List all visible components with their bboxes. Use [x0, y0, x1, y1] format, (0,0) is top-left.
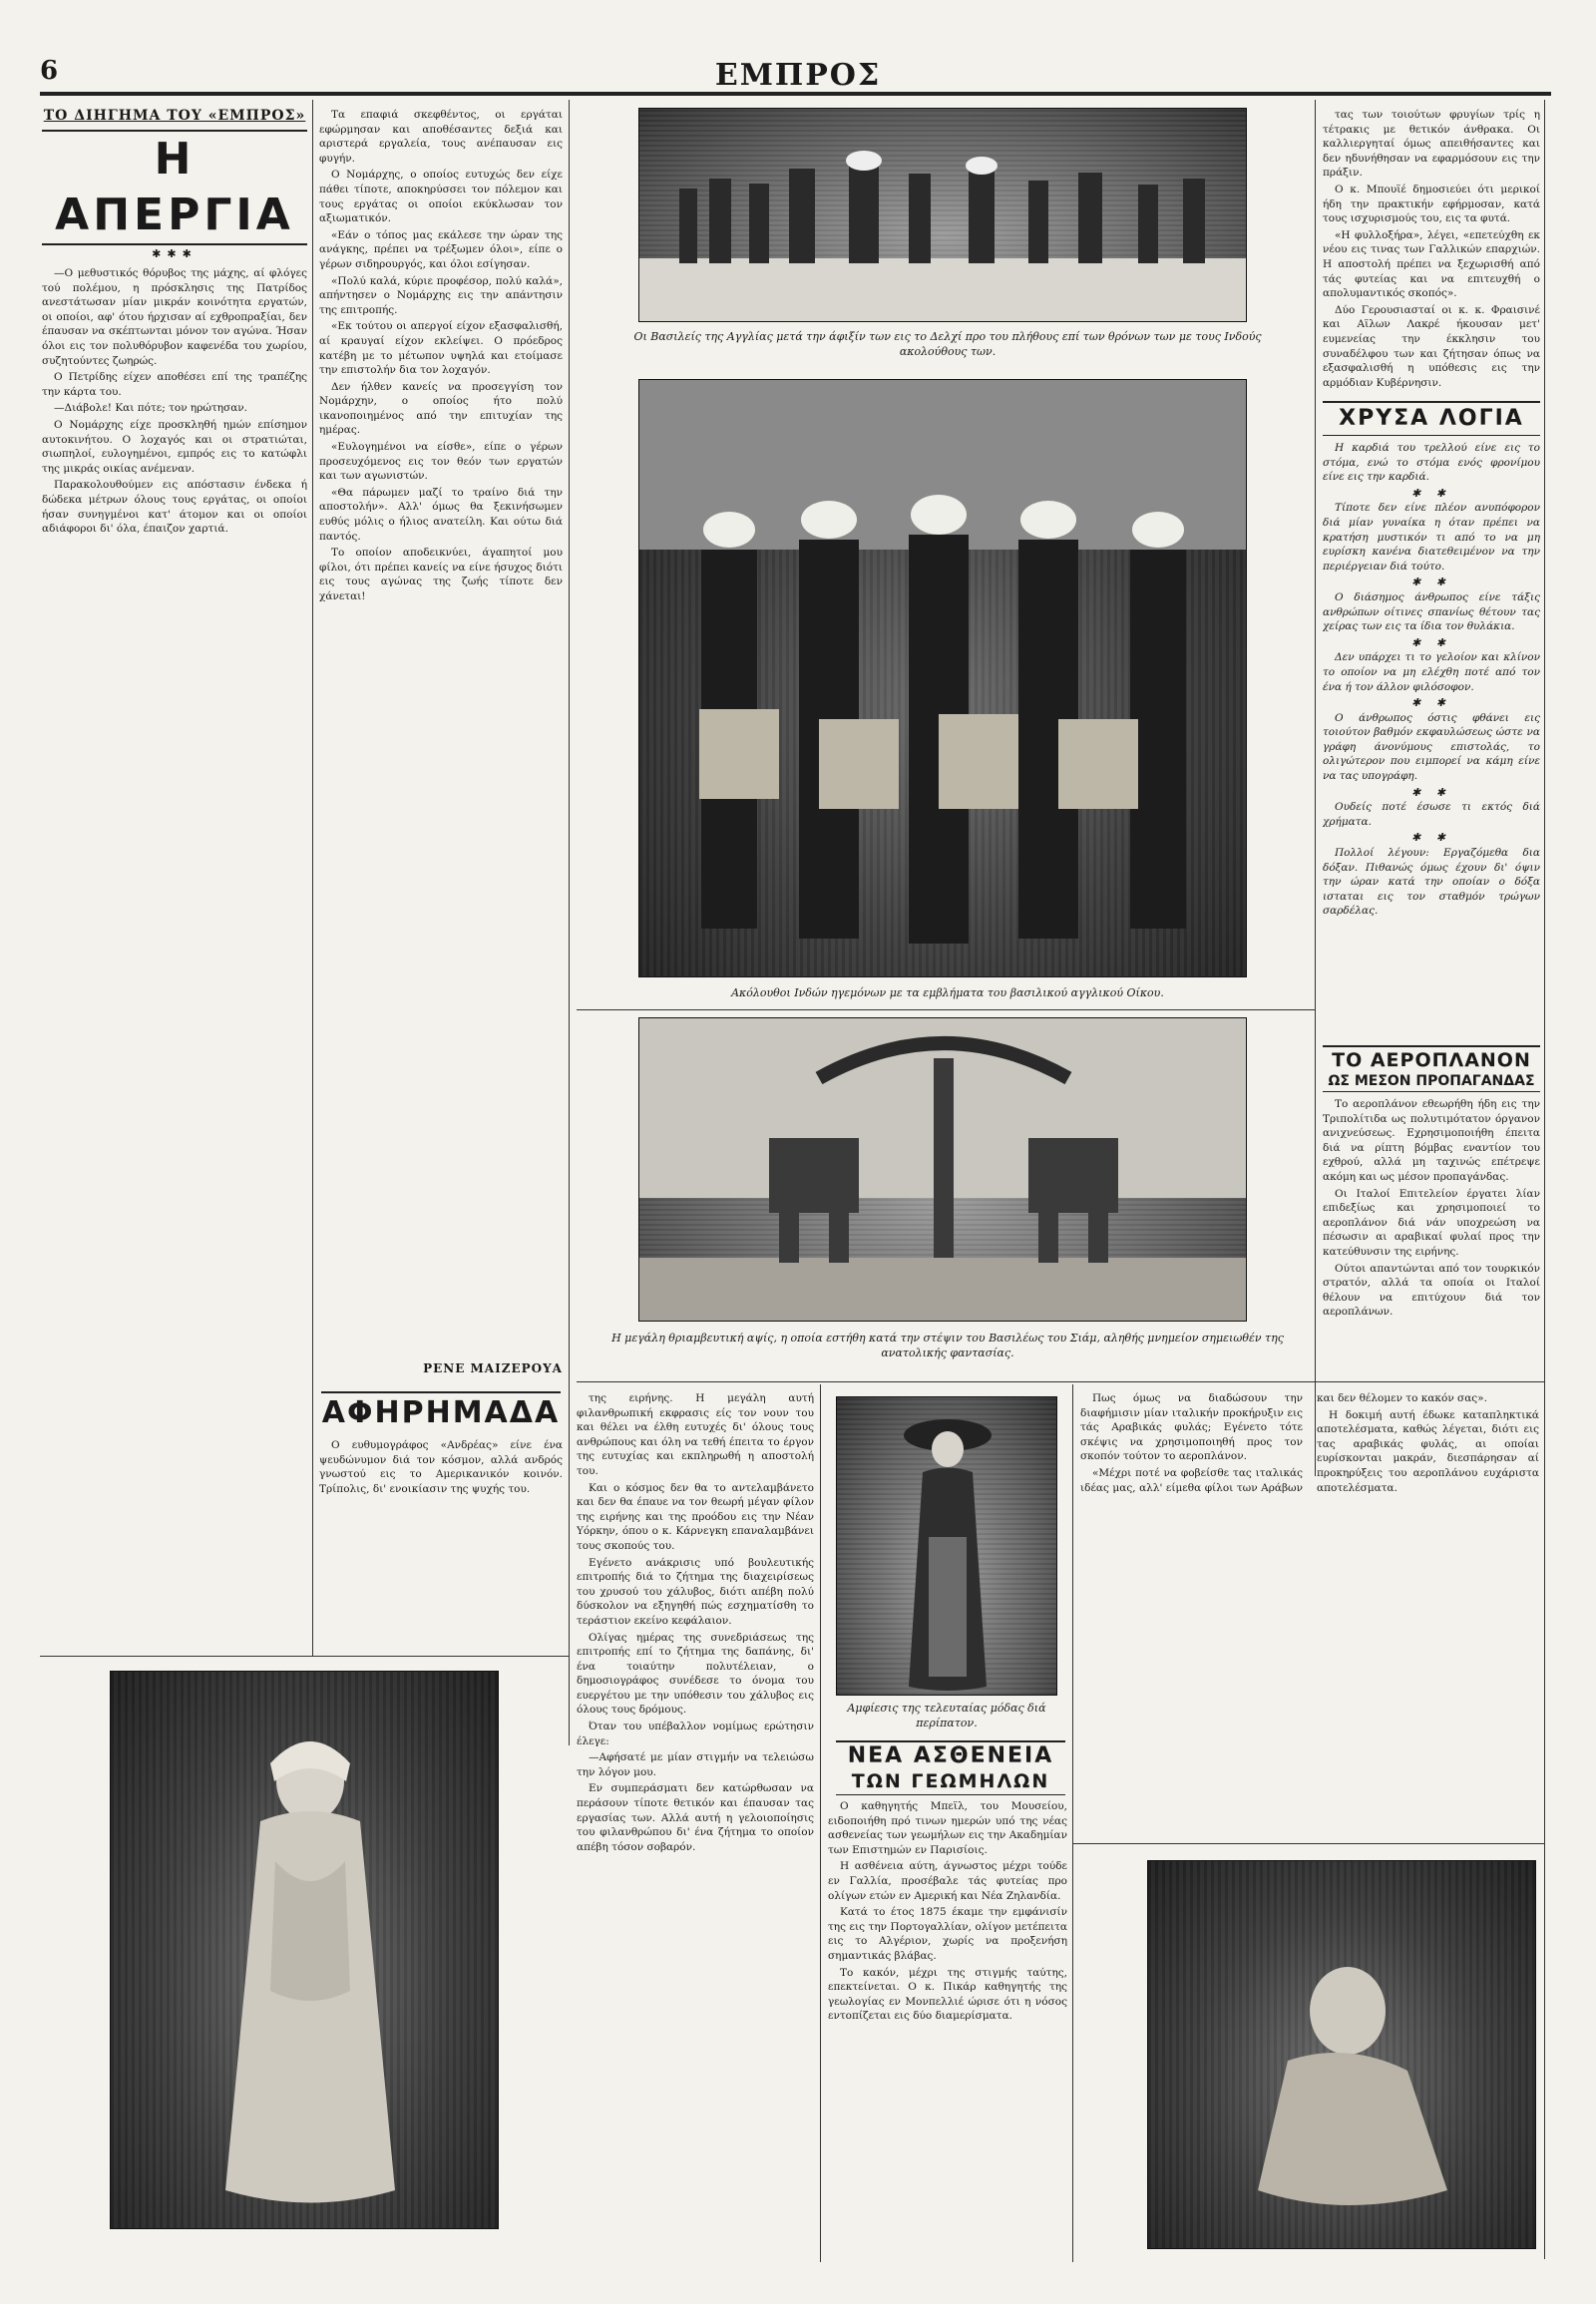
header-rule — [40, 92, 1551, 96]
right-top-paragraph: «Η φυλλοξήρα», λέγει, «επετεύχθη εκ νέου εις τινας των Γαλλικών επαρχιών. Η αποστολή πρέπει να ξεχωρισθή από τάς φυτείας και να επιτευχθή ο απολυμαντικός σκοπός». — [1323, 228, 1540, 300]
peace-paragraph: Ολίγας ημέρας της συνεδριάσεως της επιτροπής επί το ζήτημα της δαπάνης, δι' ένα τοιαύτην πολυτέλειαν, ο δημοσιογράφος συνέδεσε το όνομα του ευεργέτου με την υπόθεσιν του χάλυβος εις όλους τους δρόμους. — [577, 1631, 814, 1717]
story-paragraph: «Ευλογημένοι να είσθε», είπε ο γέρων προσευχόμενος εις τον θεόν των εργατών και των αγωνιστών. — [319, 441, 563, 483]
saying: Ο άνθρωπος όστις φθάνει εις τοιούτον βαθμόν εκφαυλώσεως ώστε να γράφη άνονύμους επιστολάς, το ολιγώτερον που ειμπορεί να κάμη είνε να τας υπογράφη. — [1323, 711, 1540, 783]
right-top-paragraph: τας των τοιούτων φρυγίων τρίς η τέτρακις με θετικόν άνθρακα. Οι καλλιεργηταί όμως απειθήσαντες και δεν ηδυνήθησαν να εφαρμόσουν εις την πράξιν. — [1323, 109, 1540, 180]
peace-paragraph: Εγένετο ανάκρισις υπό βουλευτικής επιτροπής διά το ζήτημα της διαχειρίσεως του χρυσού του χάλυβος, διότι απέβη πολύ δύσκολον να εξηγηθή πώς εσχηματίσθη το τεράστιον εκείνο κεφάλαιον. — [577, 1556, 814, 1627]
siam-arch-caption: Η μεγάλη θριαμβευτική αψίς, η οποία εστήθη κατά την στέψιν του Βασιλέως του Σιάμ, αληθής μνημείον σημειωθέν της ανατολικής φαντασίας. — [611, 1332, 1284, 1359]
aphirimada-paragraph: Ο ευθυμογράφος «Ανδρέας» είνε ένα ψευδώνυμον διά τον κόσμον, αλλά ανδρός γνωστού εις το Αμερικανικόν κοινόν. Τρίπολις, δι' ενοικίασιν της ψυχής του. — [319, 1439, 563, 1495]
story-title: Η ΑΠΕΡΓΙΑ — [42, 130, 307, 245]
page-number: 6 — [40, 56, 59, 86]
disease-paragraph: Κατά το έτος 1875 έκαμε την εμφάνισίν της εις την Πορτογαλλίαν, ολίγον μετέπειτα εις το Αλγέριον, χωρίς να προξενήση σημαντικάς βλάβας. — [828, 1906, 1067, 1962]
saying: Η καρδιά του τρελλού είνε εις το στόμα, ενώ το στόμα ενός φρονίμου είνε εις την καρδιά. — [1323, 442, 1540, 484]
right-top-paragraph: Ο κ. Μπουϊέ δημοσιεύει ότι μερικοί ήδη την πρακτικήν εφήρμοσαν, κατά τους ισχυρισμούς του, εις τα φυτά. — [1323, 183, 1540, 225]
aeroplane-body-top — [1323, 1097, 1540, 1376]
indian-attendants-caption: Ακόλουθοι Ινδών ηγεμόνων με τα εμβλήματα του βασιλικού αγγλικού Οίκου. — [731, 986, 1164, 999]
peace-paragraph: Και ο κόσμος δεν θα το αντελαμβάνετο και δεν θα έπαυε να τον θεωρή μέγαν φίλον της ειρήνης και της προόδου εις την Νέαν Υόρκην, όπου ο κ. Κάρνεγκη επαναλαμβάνει τους σκοπούς του. — [577, 1481, 814, 1552]
saying: Ο διάσημος άνθρωπος είνε τάξις ανθρώπων οίτινες σπανίως θέτουν τας χείρας των εις τα ίδια τον θυλάκια. — [1323, 590, 1540, 633]
column-rule — [820, 1384, 821, 2262]
procession-icon — [639, 109, 1247, 322]
story-paragraph: Παρακολουθούμεν εις απόστασιν ένδεκα ή δώδεκα μέτρων όλους τους εργάτας, οι οποίοι ήσαν συνηγμένοι κατ' άτομον και οι οποίοι αδιάφοροι δι' όλα, έπαιζον χαρτιά. — [42, 479, 307, 536]
saying-separator: ✱ ✱ — [1411, 831, 1451, 845]
disease-title-1: ΝΕΑ ΑΣΘΕΝΕΙΑ — [836, 1740, 1065, 1770]
column-rule — [569, 100, 570, 1745]
siam-arch-photo — [638, 1017, 1247, 1322]
saying-separator: ✱ ✱ — [1411, 696, 1451, 710]
story-paragraph: «Εάν ο τόπος μας εκάλεσε την ώραν της ανάγκης, πρέπει να τρέξωμεν όλοι», είπε ο γέρων σιδηρουργός, και όλοι εσίγησαν. — [319, 228, 563, 270]
right-top-paragraph: Δύο Γερουσιασταί οι κ. κ. Φραισινέ και Αϊλων Λακρέ ήκουσαν μετ' ευμενείας την έκκλησιν του συναδέλφου των και ζήτησαν όπως να εξασφαλισθή η υπόθεσις εις την αρμόδιαν Κυβέρνησιν. — [1323, 303, 1540, 389]
aeroplane-title-2: ΩΣ ΜΕΣΟΝ ΠΡΟΠΑΓΑΝΔΑΣ — [1323, 1071, 1540, 1092]
section-rule — [577, 1381, 1544, 1382]
fashion-figure-icon — [837, 1397, 1057, 1696]
golden-words-body — [1323, 441, 1540, 1039]
saying-separator: ✱ ✱ — [1411, 486, 1451, 500]
spacer — [1080, 1850, 1140, 2254]
elephant-arch-icon — [639, 1018, 1247, 1322]
story-paragraph: Δεν ήλθεν κανείς να προσεγγίση τον Νομάρχην, ο οποίος ήτο πολύ ικανοποιημένος από την επιτυχίαν της ημέρας. — [319, 380, 563, 437]
portrait-photo — [110, 1671, 499, 2229]
right-top-article — [1323, 108, 1540, 397]
woman-figure-icon — [111, 1672, 499, 2229]
aphirimada-title: ΑΦΗΡΗΜΑΔΑ — [321, 1391, 561, 1433]
indian-attendants-photo — [638, 379, 1247, 977]
fashion-caption: Αμφίεσις της τελευταίας μόδας διά περίπατον. — [847, 1702, 1046, 1729]
peace-article — [577, 1391, 814, 2254]
story-signature: ΡΕΝΕ ΜΑΙΖΕΡΟΥΑ — [423, 1361, 563, 1375]
story-body — [42, 266, 307, 1732]
saying-separator: ✱ ✱ — [1411, 635, 1451, 649]
disease-title-2: ΤΩΝ ΓΕΩΜΗΛΩΝ — [836, 1768, 1065, 1795]
saying-separator: ✱ ✱ — [1411, 785, 1451, 799]
story-paragraph: «Εκ τούτου οι απεργοί είχον εξασφαλισθή, αί κραυγαί είχον εκλείψει. Ο πρόεδρος κατέβη με το μέτωπον υψηλά και ετοίμασε την επιστολήν δια τον λοχαγόν. — [319, 320, 563, 377]
story-article — [42, 108, 307, 1732]
saying: Πολλοί λέγουν: Εργαζόμεθα δια δόξαν. Πιθανώς όμως έχουν δι' όψιν την ώραν κατά την οποίαν ο δόξα ισταται εις τον σταθμόν τρώγων σαρδέλας. — [1323, 847, 1540, 918]
golden-words-title: ΧΡΥΣΑ ΛΟΓΙΑ — [1323, 401, 1540, 436]
column-rule — [312, 100, 313, 1656]
saying-separator: ✱ ✱ — [1411, 576, 1451, 589]
column-rule — [1315, 100, 1316, 1476]
saying: Τίποτε δεν είνε πλέον ανυπόφορον διά μίαν γυναίκα η όταν πρέπει να κρατήση μυστικόν τι από το να μη ευρίσκη κανένα διατεθειμένον να την περιέργειαν διά τούτο. — [1323, 502, 1540, 573]
kings-durbar-caption: Οι Βασιλείς της Αγγλίας μετά την άφιξίν των εις το Δελχί προ του πλήθους επί των θρόνων των με τους Ινδούς ακολούθους των. — [633, 330, 1262, 358]
disease-paragraph: Ο καθηγητής Μπεϊλ, του Μουσείου, ειδοποιήθη πρό τινων ημερών υπό της νέας ασθενείας των γεωμήλων εις την Ακαδημίαν των Επιστημών εν Παρισίοις. — [828, 1800, 1067, 1856]
column-rule — [1072, 1384, 1073, 2262]
disease-paragraph: Το κακόν, μέχρι της στιγμής ταύτης, επεκτείνεται. Ο κ. Πικάρ καθηγητής της γεωλογίας εν Μονπελλιέ ώρισε ότι η νόσος εντοπίζεται εις δύο διαμερίσματα. — [828, 1966, 1067, 2023]
story-paragraph: Το οποίον αποδεικνύει, άγαπητοί μου φίλοι, ότι πρέπει κανείς να είνε ήσυχος διότι εις τους αγώνας της ζωής τίποτε δεν χάνεται! — [319, 547, 563, 602]
section-rule — [1072, 1843, 1544, 1844]
newspaper-title: ΕΜΠΡΟΣ — [714, 58, 882, 93]
peace-paragraph: Εν συμπεράσματι δεν κατώρθωσαν να περάσουν τίποτε θετικόν και έπαυσαν τας εργασίας των. Αλλά αυτή η γελοιοποίησις του φιλανθρώπου δι' ένα ζήτημα το οποίον απέβη τόσον σοβαρόν. — [577, 1782, 814, 1853]
story-paragraph: Ο Νομάρχης, ο οποίος ευτυχώς δεν είχε πάθει τίποτε, αποκηρύσσει τον πόλεμον και τους εργάτας οι οποίοι εκύκλωσαν τον αξιωματικόν. — [319, 169, 563, 225]
aphirimada-body — [319, 1438, 563, 1648]
disease-body — [828, 1799, 1067, 2258]
peace-paragraph: Όταν του υπέβαλλον νομίμως ερώτησιν έλεγε: — [577, 1721, 814, 1747]
peace-paragraph: —Αφήσατέ με μίαν στιγμήν να τελειώσω την λόγον μου. — [577, 1751, 814, 1778]
story-paragraph: —Διάβολε! Και πότε; τον ηρώτησαν. — [54, 402, 248, 415]
story-paragraph: «Πολύ καλά, κύριε προφέσορ, πολύ καλά», απήντησεν ο Νομάρχης εις την απάντησιν της επιτροπής. — [319, 274, 563, 316]
story-paragraph: Ο Πετρίδης είχεν αποθέσει επί της τραπέζης την κάρτα του. — [42, 371, 307, 398]
aeroplane-paragraph: Οι Ιταλοί Επιτελείον έργατει λίαν επιδεξίως και χρησιμοποιεί το αεροπλάνον διά νάν υποχρεώση να πέσωσιν αι αραβικαί φυλαί προς την κατεύθυνσιν της ειρήνης. — [1323, 1187, 1540, 1258]
aeroplane-title-1: ΤΟ ΑΕΡΟΠΛΑΝΟΝ — [1323, 1045, 1540, 1073]
disease-paragraph: Η ασθένεια αύτη, άγνωστος μέχρι τούδε εν Γαλλία, προσέβαλε τάς φυτείας προ ολίγων ετών εν Αμερική και Νέα Ζηλανδία. — [828, 1860, 1067, 1902]
attendants-icon — [639, 380, 1247, 977]
section-rule — [577, 1009, 1315, 1010]
aeroplane-paragraph: «Μέχρι ποτέ να φοβείσθε τας ιταλικάς ιδέας μας, αλλ' είμεθα φίλοι των Αράβων και δεν θέλομεν το κακόν σας». — [1080, 1392, 1487, 1494]
aeroplane-paragraph: Ούτοι απαντώνται από τον τουρκικόν στρατόν, αλλά τα οποία οι Ιταλοί θέλουν να επιτύχουν διά τον αεροπλάνων. — [1323, 1262, 1540, 1319]
story-paragraph: Τα επαφιά σκεφθέντος, οι εργάται εφώρμησαν και αποθέσαντες δεξιά και αριστερά εργαλεία, τους ανέπαυσαν εις φυγήν. — [319, 109, 563, 165]
story-paragraph: —Ο μεθυστικός θόρυβος της μάχης, αί φλόγες τού πολέμου, η πρόσκλησις της Πατρίδος ανεστάτωσαν μίαν μικράν κοινότητα εργατών, οι οποίοι, αφ' ότου ήρχισαν αί εχθροπραξίαι, δεν έπαυσαν να σκέπτωνται μόνον τον αγώνα. Ήσαν όλοι εις τον πολυθόρυβον καφενέδα του χωρίου, συζητούντες ζωηρώς. — [42, 267, 307, 367]
seated-woman-photo — [1147, 1860, 1536, 2249]
aeroplane-paragraph: Η δοκιμή αυτή έδωκε καταπληκτικά αποτελέσματα, καθώς λέγεται, διότι εις τας αραβικάς φυλάς, αι οποίαι ευρίσκονται μακράν, διεσπάρησαν αί προκηρύξεις του αεροπλάνου ευχάριστα αποτελέσματα. — [1317, 1408, 1539, 1494]
column-rule — [1544, 100, 1545, 2259]
saying: Δεν υπάρχει τι το γελοίον και κλίνον το οποίον να μη ελέχθη ποτέ από τον ένα ή τον άλλον φιλόσοφον. — [1323, 651, 1540, 693]
aeroplane-paragraph: Πως όμως να διαδώσουν την διαφήμισιν μίαν ιταλικήν προκήρυξιν εις τάς Αραβικάς φυλάς; Εγένετο τότε σκέψις να χρησιμοποιηθή προς τον σκοπόν τούτον το αεροπλάνον. — [1080, 1392, 1303, 1463]
fashion-photo — [836, 1396, 1057, 1696]
seated-figure-icon — [1148, 1861, 1536, 2249]
story-ornament: ✱✱✱ — [152, 247, 198, 260]
peace-paragraph: της ειρήνης. Η μεγάλη αυτή φιλανθρωπική εκφρασις είς τον νουν του και θέλει να έλθη ευτυχές δι' όλους τους ανθρώπους και όλη να τεθή έπειτα το έργον της ευτυχίας και εκπληρωθή η αποστολή του. — [577, 1392, 814, 1477]
story-kicker: ΤΟ ΔΙΗΓΗΜΑ ΤΟΥ «ΕΜΠΡΟΣ» — [43, 108, 306, 124]
story-paragraph: Ο Νομάρχης είχε προσκληθή ημών επίσημον αυτοκινήτου. Ο λοχαγός και οι στρατιώται, σιωπηλοί, ευλογημένοι, εμπρός εις το κατώφλι της μικράς οικίας ανέμεναν. — [42, 418, 307, 475]
aeroplane-paragraph: Το αεροπλάνον εθεωρήθη ήδη εις την Τριπολίτιδα ως πολυτιμότατον όργανον ανιχνεύσεως. Εχρησιμοποιήθη έπειτα διά να ρίπτη βόμβας εναντίον του εχθρού, αλλά μη ταχινώς επέτρεψε ακόμη και ως μέσον προπαγάνδας. — [1323, 1098, 1540, 1183]
aeroplane-body-bottom — [1080, 1391, 1539, 1835]
story-continued — [319, 108, 563, 1354]
kings-durbar-photo — [638, 108, 1247, 322]
story-paragraph: «Θα πάρωμεν μαζί το τραίνο διά την αποστολήν». Αλλ' όμως θα ξεκινήσωμεν ευθύς μόλις ο ήλιος ανατείλη. Και ούτω διά παντός. — [319, 486, 563, 543]
saying: Ουδείς ποτέ έσωσε τι εκτός διά χρήματα. — [1323, 801, 1540, 828]
